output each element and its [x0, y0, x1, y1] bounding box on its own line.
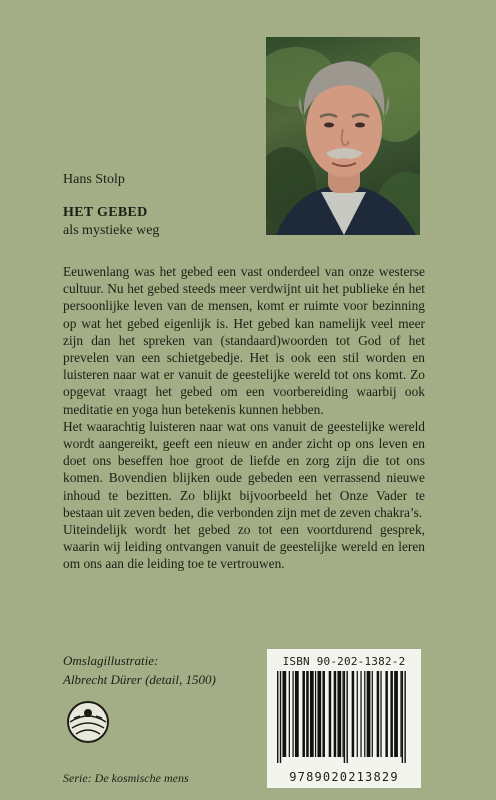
book-title: HET GEBED	[63, 205, 148, 220]
blurb-text	[63, 263, 425, 573]
cover-illustration-credit	[63, 651, 216, 689]
credit-value: Albrecht Dürer (detail, 1500)	[63, 672, 216, 687]
author-name: Hans Stolp	[63, 172, 125, 187]
blurb-paragraph: Eeuwenlang was het gebed een vast onderdeel van onze westerse cultuur. Nu het gebed steeds meer verdwijnt uit het publieke én het persoonlijke leven van de mensen, komt er ruimte voor bezinning op wat het gebed eigenlijk is. Het gebed kan namelijk veel meer zijn dan het spreken van (standaard)woorden tot God of het prevelen van een schietgebedje. Het is ook een stil worden en luisteren naar wat er vanuit de geestelijke wereld tot ons komt. Zo opgevat vraagt het gebed om een voorbereiding waarbij ook meditatie en yoga hun betekenis kunnen hebben.	[63, 264, 425, 417]
barcode-icon	[275, 671, 413, 763]
series-name: Serie: De kosmische mens	[63, 771, 189, 785]
ean-number: 9789020213829	[289, 770, 399, 784]
isbn-barcode-box	[267, 649, 421, 788]
blurb-paragraph: Uiteindelijk wordt het gebed zo tot een voortdurend gesprek, waarin wij leiding ontvangen vanuit de geestelijke wereld en leren om ons aan die leiding toe te vertrouwen.	[63, 522, 425, 572]
author-photo	[266, 37, 420, 235]
credit-label: Omslagillustratie:	[63, 653, 159, 668]
book-subtitle: als mystieke weg	[63, 223, 160, 238]
author-portrait-image	[266, 37, 420, 235]
blurb-paragraph: Het waarachtig luisteren naar wat ons vanuit de geestelijke wereld wordt aangereikt, geeft een nieuw en ander zicht op ons leven en doet ons beseffen hoe groot de liefde en zorg zijn die tot ons komen. Bovendien blijken oude gebeden een verrassend nieuwe inhoud te bezitten. Zo blijkt bijvoorbeeld het Onze Vader te bestaan uit zeven beden, die verbonden zijn met de zeven chakra’s.	[63, 418, 425, 520]
title-block	[63, 205, 159, 239]
publisher-logo-icon	[66, 700, 110, 744]
isbn-number: ISBN 90-202-1382-2	[282, 655, 406, 668]
